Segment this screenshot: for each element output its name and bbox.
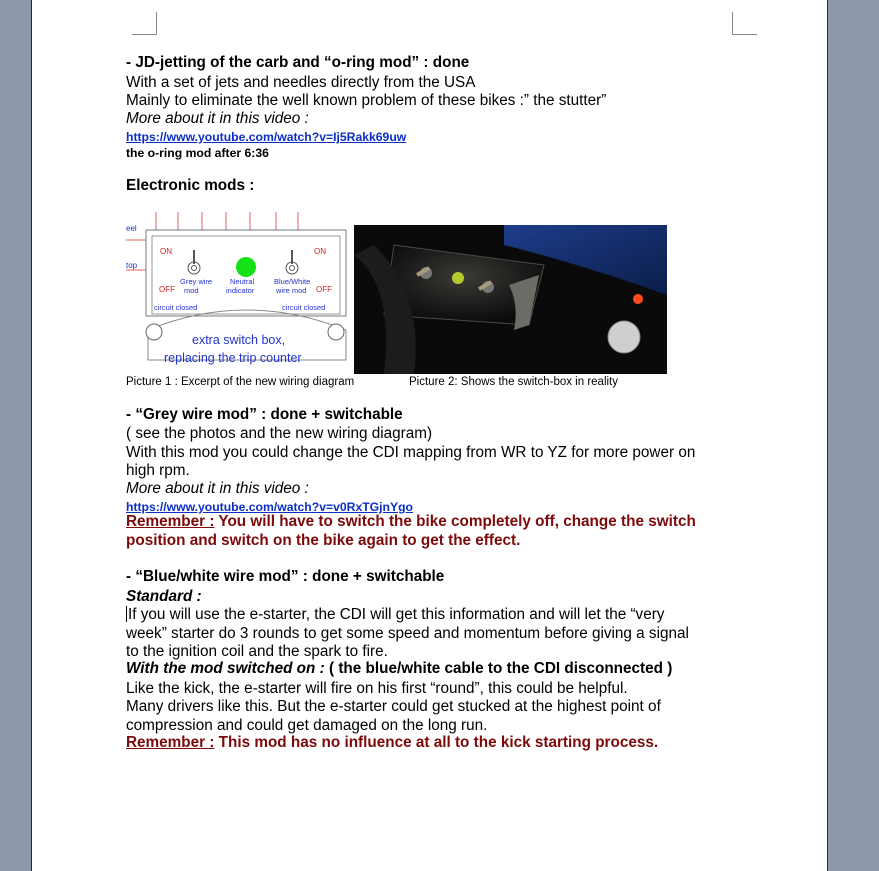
section3-line3: high rpm. [126,462,190,479]
section4-line6: compression and could get damaged on the long run. [126,717,488,734]
standard-label: Standard : [126,588,202,605]
on-label-right: ON [314,247,326,256]
remember-text: This mod has no influence at all to the kick starting process. [214,734,659,751]
section1-title: - JD-jetting of the carb and “o-ring mod” : done [126,54,470,71]
mount-hole-right-icon [328,324,344,340]
photo-red-light-icon [633,294,643,304]
section4-line1-text: If you will use the e-starter, the CDI will get this information and will let the “very [128,606,665,623]
section3-remember-line2: position and switch on the bike again to get the effect. [126,532,521,549]
mod-switched-on-text: ( the blue/white cable to the CDI disconnected ) [324,660,673,677]
grey-wire-label: Grey wire mod [180,277,213,295]
crop-mark-top-right [732,12,757,35]
blue-white-wire-label: Blue/White wire mod [274,277,311,295]
neutral-indicator-label: Neutral indicator [226,277,255,295]
section3-remember-line1 [126,513,696,531]
section4-line3: to the ignition coil and the spark to fire. [126,643,388,660]
toggle-switch-left-icon [188,250,200,274]
switch-box-title-line1: extra switch box, [192,333,286,347]
section4-remember [126,734,658,752]
section1-note: the o-ring mod after 6:36 [126,146,269,160]
remember-label: Remember : [126,513,215,530]
section1-line2: Mainly to eliminate the well known problem of these bikes :” the stutter” [126,92,607,109]
section1-video-label: More about it in this video : [126,110,309,127]
photo-green-indicator-icon [452,272,464,284]
section3-title: - “Grey wire mod” : done + switchable [126,406,403,423]
caption-picture1: Picture 1 : Excerpt of the new wiring diagram [126,376,355,388]
mount-hole-left-icon [146,324,162,340]
section4-line5: Many drivers like this. But the e-starter could get stucked at the highest point of [126,698,661,715]
diagram-edge-label: eel [126,224,137,233]
mod-switched-on-line [126,660,672,678]
mod-switched-on-label: With the mod switched on : [126,660,325,677]
youtube-link-2[interactable]: https://www.youtube.com/watch?v=v0RxTGjnYgo [126,500,414,514]
section4-line2: week” starter do 3 rounds to get some speed and momentum before giving a signal [126,625,689,642]
switch-box-title-line2: replacing the trip counter [164,351,302,365]
switch-box-photo [354,225,667,374]
toggle-switch-right-icon [286,250,298,274]
section1-line1: With a set of jets and needles directly from the USA [126,74,476,91]
neutral-indicator-light-icon [236,257,256,277]
wiring-diagram-image [126,210,352,368]
caption-picture2: Picture 2: Shows the switch-box in reality [409,376,619,388]
section4-line1 [126,606,664,624]
remember-label: Remember : [126,734,215,751]
youtube-link-1[interactable]: https://www.youtube.com/watch?v=Ij5Rakk69uw [126,130,407,144]
text-cursor [126,606,127,622]
section3-line1: ( see the photos and the new wiring diagram) [126,425,433,442]
document-page [31,0,828,871]
section3-video-label: More about it in this video : [126,480,309,497]
off-label-left: OFF [159,285,175,294]
circuit-closed-right: circuit closed [282,303,326,312]
section2-title: Electronic mods : [126,177,255,194]
on-label-left: ON [160,247,172,256]
circuit-closed-left: circuit closed [154,303,198,312]
section4-line4: Like the kick, the e-starter will fire on his first “round”, this could be helpful. [126,680,628,697]
off-label-right: OFF [316,285,332,294]
crop-mark-top-left [132,12,157,35]
remember-text: You will have to switch the bike completely off, change the switch [214,513,696,530]
section3-line2: With this mod you could change the CDI mapping from WR to YZ for more power on [126,444,696,461]
photo-cap-icon [608,321,640,353]
diagram-edge-label: top [126,261,138,270]
section4-title: - “Blue/white wire mod” : done + switchable [126,568,445,585]
